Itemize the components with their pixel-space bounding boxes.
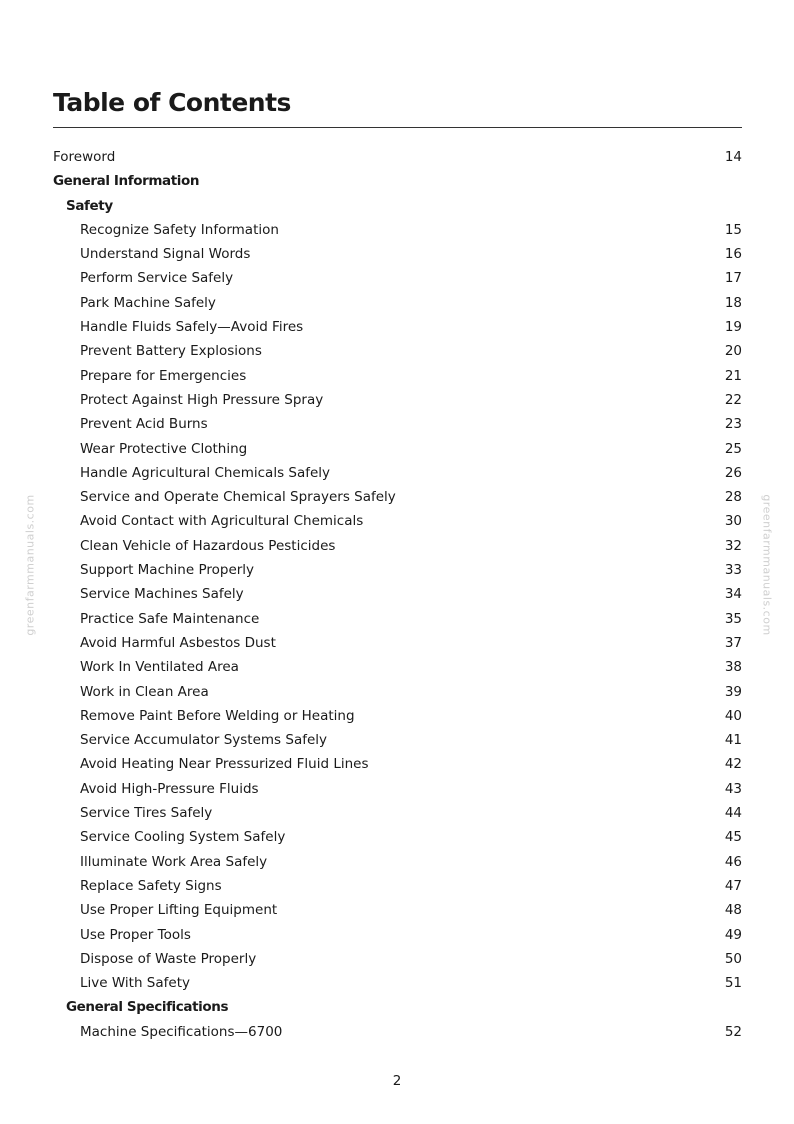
title-divider bbox=[53, 127, 742, 128]
toc-entry[interactable] bbox=[53, 704, 742, 728]
toc-entry-page: 15 bbox=[724, 221, 742, 238]
toc-entry-page: 39 bbox=[724, 683, 742, 700]
toc-entry-label: Avoid Heating Near Pressurized Fluid Lines bbox=[80, 756, 369, 773]
toc-entry[interactable] bbox=[53, 242, 742, 266]
toc-list bbox=[53, 145, 742, 1044]
toc-entry-label: Prevent Acid Burns bbox=[80, 416, 208, 433]
toc-entry[interactable] bbox=[53, 777, 742, 801]
toc-entry[interactable] bbox=[53, 947, 742, 971]
toc-entry[interactable] bbox=[53, 825, 742, 849]
toc-entry[interactable] bbox=[53, 1020, 742, 1044]
toc-entry-label: Remove Paint Before Welding or Heating bbox=[80, 707, 355, 724]
toc-entry-page: 41 bbox=[724, 732, 742, 749]
toc-entry-label: Dispose of Waste Properly bbox=[80, 950, 257, 967]
toc-entry[interactable] bbox=[53, 218, 742, 242]
toc-entry[interactable] bbox=[53, 339, 742, 363]
toc-entry[interactable] bbox=[53, 850, 742, 874]
toc-entry-label: Avoid Harmful Asbestos Dust bbox=[80, 634, 276, 651]
toc-entry-label: Support Machine Properly bbox=[80, 562, 255, 579]
toc-entry-label: Foreword bbox=[53, 149, 116, 165]
toc-entry-label: General Specifications bbox=[66, 999, 229, 1016]
toc-entry-label: Work in Clean Area bbox=[80, 683, 209, 700]
toc-entry-label: Practice Safe Maintenance bbox=[80, 610, 260, 627]
toc-entry-label: Wear Protective Clothing bbox=[80, 440, 248, 457]
toc-entry-page: 33 bbox=[724, 562, 742, 579]
toc-section-heading bbox=[53, 995, 742, 1019]
toc-entry[interactable] bbox=[53, 728, 742, 752]
toc-entry-page: 42 bbox=[724, 756, 742, 773]
toc-entry-label: Machine Specifications—6700 bbox=[80, 1023, 283, 1040]
toc-entry-label: Park Machine Safely bbox=[80, 294, 216, 311]
toc-entry[interactable] bbox=[53, 364, 742, 388]
toc-entry-page: 14 bbox=[724, 149, 742, 165]
toc-entry-page: 17 bbox=[724, 270, 742, 287]
toc-entry-label: Service Cooling System Safely bbox=[80, 829, 286, 846]
toc-entry[interactable] bbox=[53, 534, 742, 558]
toc-entry[interactable] bbox=[53, 680, 742, 704]
toc-entry-page: 25 bbox=[724, 440, 742, 457]
toc-entry-page: 38 bbox=[724, 659, 742, 676]
toc-entry[interactable] bbox=[53, 388, 742, 412]
page-number: 2 bbox=[392, 1073, 402, 1089]
toc-entry[interactable] bbox=[53, 971, 742, 995]
toc-entry-label: Avoid Contact with Agricultural Chemicals bbox=[80, 513, 364, 530]
toc-entry-label: General Information bbox=[53, 173, 200, 190]
toc-entry-page: 44 bbox=[724, 805, 742, 822]
toc-entry-page: 50 bbox=[724, 950, 742, 967]
toc-entry-page: 20 bbox=[724, 343, 742, 360]
toc-entry[interactable] bbox=[53, 655, 742, 679]
page-title: Table of Contents bbox=[53, 88, 291, 117]
toc-entry[interactable] bbox=[53, 437, 742, 461]
toc-entry-page: 43 bbox=[724, 780, 742, 797]
toc-entry-label: Illuminate Work Area Safely bbox=[80, 853, 268, 870]
toc-entry-label: Use Proper Lifting Equipment bbox=[80, 902, 278, 919]
toc-entry[interactable] bbox=[53, 898, 742, 922]
toc-entry[interactable] bbox=[53, 874, 742, 898]
toc-entry-label: Handle Agricultural Chemicals Safely bbox=[80, 464, 331, 481]
toc-entry-page: 35 bbox=[724, 610, 742, 627]
toc-entry-page: 30 bbox=[724, 513, 742, 530]
toc-entry[interactable] bbox=[53, 145, 742, 169]
toc-entry[interactable] bbox=[53, 582, 742, 606]
toc-entry[interactable] bbox=[53, 752, 742, 776]
toc-entry-page: 40 bbox=[724, 707, 742, 724]
toc-entry-label: Avoid High-Pressure Fluids bbox=[80, 780, 259, 797]
toc-entry-label: Service Tires Safely bbox=[80, 805, 213, 822]
toc-entry[interactable] bbox=[53, 291, 742, 315]
toc-section-heading bbox=[53, 194, 742, 218]
toc-entry-label: Recognize Safety Information bbox=[80, 221, 279, 238]
toc-entry-label: Live With Safety bbox=[80, 975, 190, 992]
toc-entry-page: 51 bbox=[724, 975, 742, 992]
toc-entry[interactable] bbox=[53, 607, 742, 631]
toc-entry-label: Safety bbox=[66, 197, 113, 214]
toc-entry-page: 46 bbox=[724, 853, 742, 870]
toc-entry-label: Protect Against High Pressure Spray bbox=[80, 391, 324, 408]
toc-entry-page: 45 bbox=[724, 829, 742, 846]
toc-entry-label: Prevent Battery Explosions bbox=[80, 343, 262, 360]
toc-entry[interactable] bbox=[53, 801, 742, 825]
toc-entry-label: Service Machines Safely bbox=[80, 586, 244, 603]
toc-entry-page: 16 bbox=[724, 246, 742, 263]
toc-entry-label: Replace Safety Signs bbox=[80, 877, 222, 894]
toc-entry[interactable] bbox=[53, 266, 742, 290]
toc-entry-page: 49 bbox=[724, 926, 742, 943]
toc-entry[interactable] bbox=[53, 485, 742, 509]
toc-entry-page: 32 bbox=[724, 537, 742, 554]
toc-entry-label: Service and Operate Chemical Sprayers Safely bbox=[80, 489, 396, 506]
toc-entry-page: 19 bbox=[724, 319, 742, 336]
toc-entry-page: 28 bbox=[724, 489, 742, 506]
toc-entry-page: 23 bbox=[724, 416, 742, 433]
toc-entry[interactable] bbox=[53, 412, 742, 436]
toc-entry-label: Understand Signal Words bbox=[80, 246, 251, 263]
toc-entry[interactable] bbox=[53, 923, 742, 947]
watermark-right: greenfarmmanuals.com bbox=[760, 494, 774, 636]
toc-entry-page: 37 bbox=[724, 634, 742, 651]
toc-entry[interactable] bbox=[53, 509, 742, 533]
toc-entry-page: 21 bbox=[724, 367, 742, 384]
toc-entry-label: Clean Vehicle of Hazardous Pesticides bbox=[80, 537, 336, 554]
toc-entry-page: 18 bbox=[724, 294, 742, 311]
toc-entry-page: 34 bbox=[724, 586, 742, 603]
toc-entry-label: Work In Ventilated Area bbox=[80, 659, 239, 676]
toc-entry[interactable] bbox=[53, 461, 742, 485]
toc-entry-label: Perform Service Safely bbox=[80, 270, 234, 287]
toc-entry-label: Prepare for Emergencies bbox=[80, 367, 247, 384]
toc-entry[interactable] bbox=[53, 558, 742, 582]
toc-entry-page: 47 bbox=[724, 877, 742, 894]
toc-entry-page: 22 bbox=[724, 391, 742, 408]
toc-entry-label: Handle Fluids Safely—Avoid Fires bbox=[80, 319, 304, 336]
toc-entry-label: Service Accumulator Systems Safely bbox=[80, 732, 328, 749]
toc-entry-page: 48 bbox=[724, 902, 742, 919]
watermark-left: greenfarmmanuals.com bbox=[23, 494, 37, 636]
toc-entry[interactable] bbox=[53, 631, 742, 655]
toc-entry-label: Use Proper Tools bbox=[80, 926, 191, 943]
toc-entry-page: 52 bbox=[724, 1023, 742, 1040]
toc-entry[interactable] bbox=[53, 315, 742, 339]
toc-section-heading bbox=[53, 169, 742, 193]
toc-entry-page: 26 bbox=[724, 464, 742, 481]
